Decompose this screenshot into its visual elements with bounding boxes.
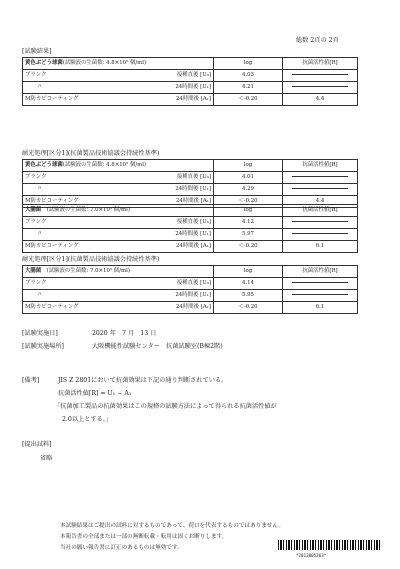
test-date-label: [試験実施日] (22, 330, 58, 337)
col-log: log (214, 266, 283, 278)
remarks-label: [備考] (22, 377, 40, 384)
results-label: [試験結果] (22, 48, 52, 55)
table-row: 〃 24時間後 [U₁] 5.95 (23, 290, 358, 302)
table-header: 大腸菌 (試験液の生菌数: 7.0×10⁵ 個/ml) (23, 266, 214, 278)
table-row: ブランク 接種直後 [U₀] 4.14 (23, 278, 358, 290)
col-activity: 抗菌活性値[R] (283, 58, 358, 70)
table-header: 大腸菌 (試験液の生菌数: 7.0×10⁵ 個/ml) (23, 205, 214, 217)
table-row: 〃 24時間後 [U₁] 4.21 (23, 82, 358, 94)
sample-label: [提出試料] (22, 441, 52, 448)
section-label: 耐光処理[区分1](抗菌製品技術協議会持続性基準) (22, 150, 160, 157)
remarks-line: JIS Z 2801において抗菌効果は下記の通り判断されている。 (58, 377, 228, 384)
footer-line: 当社の願い報告書に訂正のあるものは無効です。 (60, 545, 183, 551)
table-row: ブランク 接種直後 [U₀] 4.12 (23, 217, 358, 229)
test-place-value: 大阪機能性試験センター 抗菌試験室(B棟2階) (92, 343, 223, 350)
results-table-3 (22, 204, 358, 253)
remarks-line: 2.0以上とする。」 (62, 416, 113, 423)
table-row: ブランク 接種直後 [U₀] 4.03 (23, 70, 358, 82)
page-total: 総数 2頁の 2頁 (296, 37, 339, 44)
barcode-number: *2013005363* (296, 553, 327, 558)
footer-line: 本試験結果はご提出の試料に対するものであって、荷口を代表するものではありません。 (60, 523, 284, 529)
col-activity: 抗菌活性値[R] (283, 160, 358, 172)
results-table-4 (22, 265, 358, 314)
remarks-line: 抗菌活性値[R] = U₁ − A₁ (58, 390, 132, 397)
col-log: log (214, 58, 283, 70)
col-activity: 抗菌活性値[R] (283, 205, 358, 217)
results-table-2 (22, 159, 358, 208)
table-row: M防カビコーティング 24時間後 [A₁] ＜-0.20 6.1 (23, 302, 358, 314)
table-row: M防カビコーティング 24時間後 [A₁] ＜-0.20 4.4 (23, 94, 358, 106)
table-header: 黄色ぶどう球菌(試験液の生菌数: 4.8×10⁵ 個/ml) (23, 160, 214, 172)
table-row: ブランク 接種直後 [U₀] 4.01 (23, 172, 358, 184)
remarks-line: 「抗菌加工製品の抗菌効果はこの規格の試験方法によって得られる抗菌活性値が (54, 403, 277, 410)
sample-value: 省略 (40, 455, 53, 462)
table-row: 〃 24時間後 [U₁] 5.97 (23, 229, 358, 241)
col-log: log (214, 205, 283, 217)
col-log: log (214, 160, 283, 172)
test-date-value: 2020 年 7 月 13 日 (92, 330, 157, 337)
table-row: M防カビコーティング 24時間後 [A₁] ＜-0.20 4.4 (23, 196, 358, 208)
results-table-1 (22, 57, 358, 106)
col-activity: 抗菌活性値[R] (283, 266, 358, 278)
barcode (278, 540, 382, 550)
table-row: M防カビコーティング 24時間後 [A₁] ＜-0.20 6.1 (23, 241, 358, 253)
table-header: 黄色ぶどう球菌(試験液の生菌数: 4.8×10⁵ 個/ml) (23, 58, 214, 70)
table-row: 〃 24時間後 [U₁] 4.29 (23, 184, 358, 196)
test-place-label: [試験実施場所] (22, 343, 64, 350)
section-label: 耐光処理[区分1](抗菌製品技術協議会持続性基準) (22, 256, 160, 263)
footer-line: 本報告書の全部または一部の無断転載・転用は固くお断りします。 (60, 534, 228, 540)
